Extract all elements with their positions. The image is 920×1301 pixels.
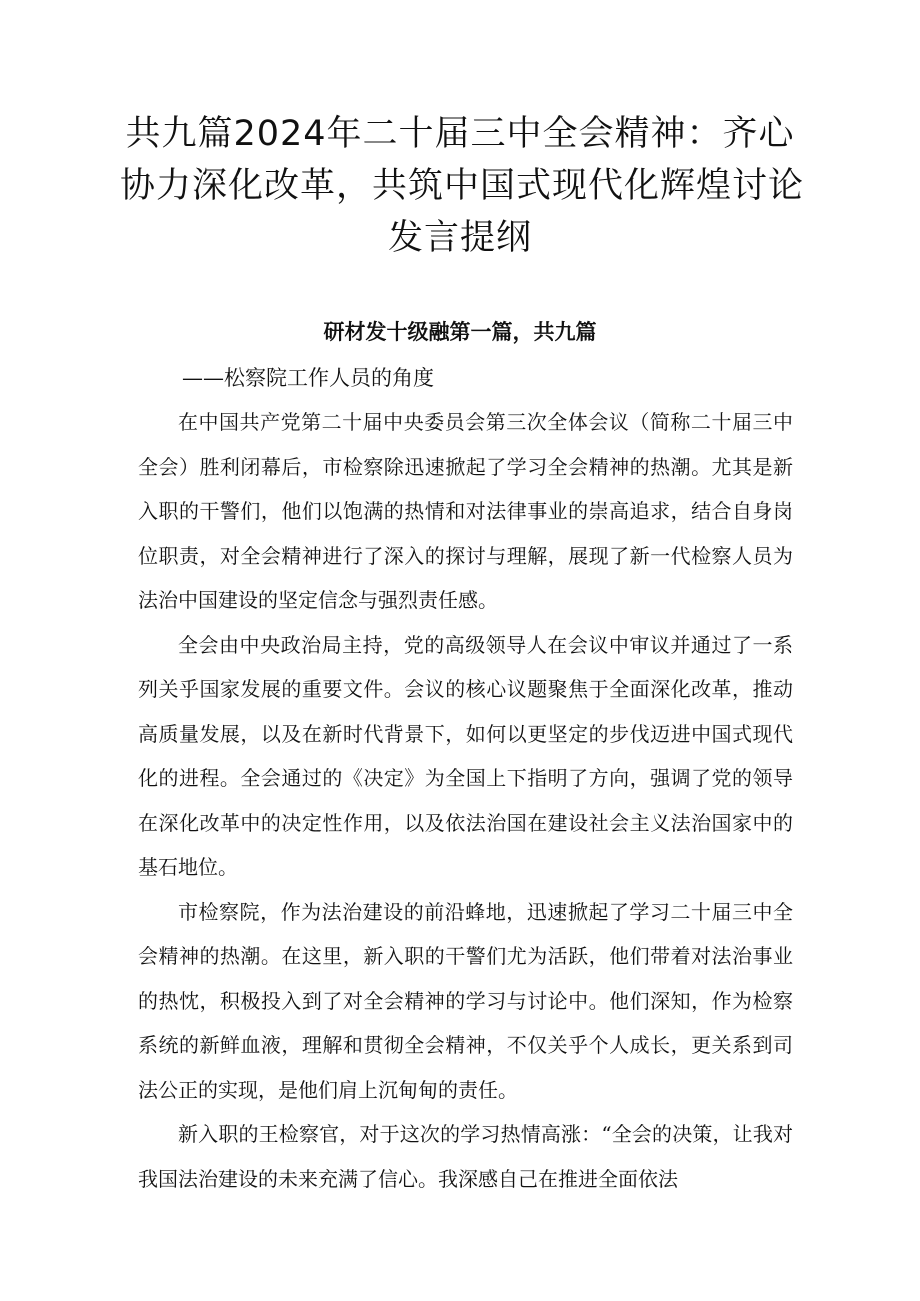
title-line-2: 协力深化改革，共筑中国式现代化辉煌讨论 bbox=[120, 166, 805, 206]
document-body bbox=[138, 400, 793, 1201]
paragraph-2: 全会由中央政治局主持，党的高级领导人在会议中审议并通过了一系列关乎国家发展的重要文件。会议的核心议题聚焦于全面深化改革，推动高质量发展，以及在新时代背景下，如何以更坚定的步伐迈进中国式现代化的进程。全会通过的《决定》为全国上下指明了方向，强调了党的领导在深化改革中的决定性作用，以及依法治国在建设社会主义法治国家中的基石地位。 bbox=[138, 632, 793, 879]
paragraph-3: 市检察院，作为法治建设的前沿蜂地，迅速掀起了学习二十届三中全会精神的热潮。在这里，新入职的干警们尤为活跃，他们带着对法治事业的热忱，积极投入到了对全会精神的学习与讨论中。他们深知，作为检察系统的新鲜血液，理解和贯彻全会精神，不仅关乎个人成长，更关系到司法公正的实现，是他们肩上沉甸甸的责任。 bbox=[138, 899, 793, 1102]
section-subtitle: 研材发十级融第一篇，共九篇 bbox=[323, 319, 597, 344]
paragraph-1: 在中国共产党第二十届中央委员会第三次全体会议（简称二十届三中全会）胜利闭幕后，市检察除迅速掀起了学习全会精神的热潮。尤其是新入职的干警们，他们以饱满的热情和对法律事业的崇高追求，结合自身岗位职责，对全会精神进行了深入的探讨与理解，展现了新一代检察人员为法治中国建设的坚定信念与强烈责任感。 bbox=[138, 410, 793, 612]
paragraph-4: 新入职的王检察官，对于这次的学习热情高涨：“全会的决策，让我对我国法治建设的未来充满了信心。我深感自己在推进全面依法 bbox=[138, 1122, 793, 1191]
title-line-1: 共九篇2024年二十届三中全会精神：齐心 bbox=[125, 114, 795, 154]
perspective-line: ——松察院工作人员的角度 bbox=[182, 366, 434, 390]
document-title bbox=[120, 108, 805, 264]
title-line-3: 发言提纲 bbox=[387, 218, 532, 258]
